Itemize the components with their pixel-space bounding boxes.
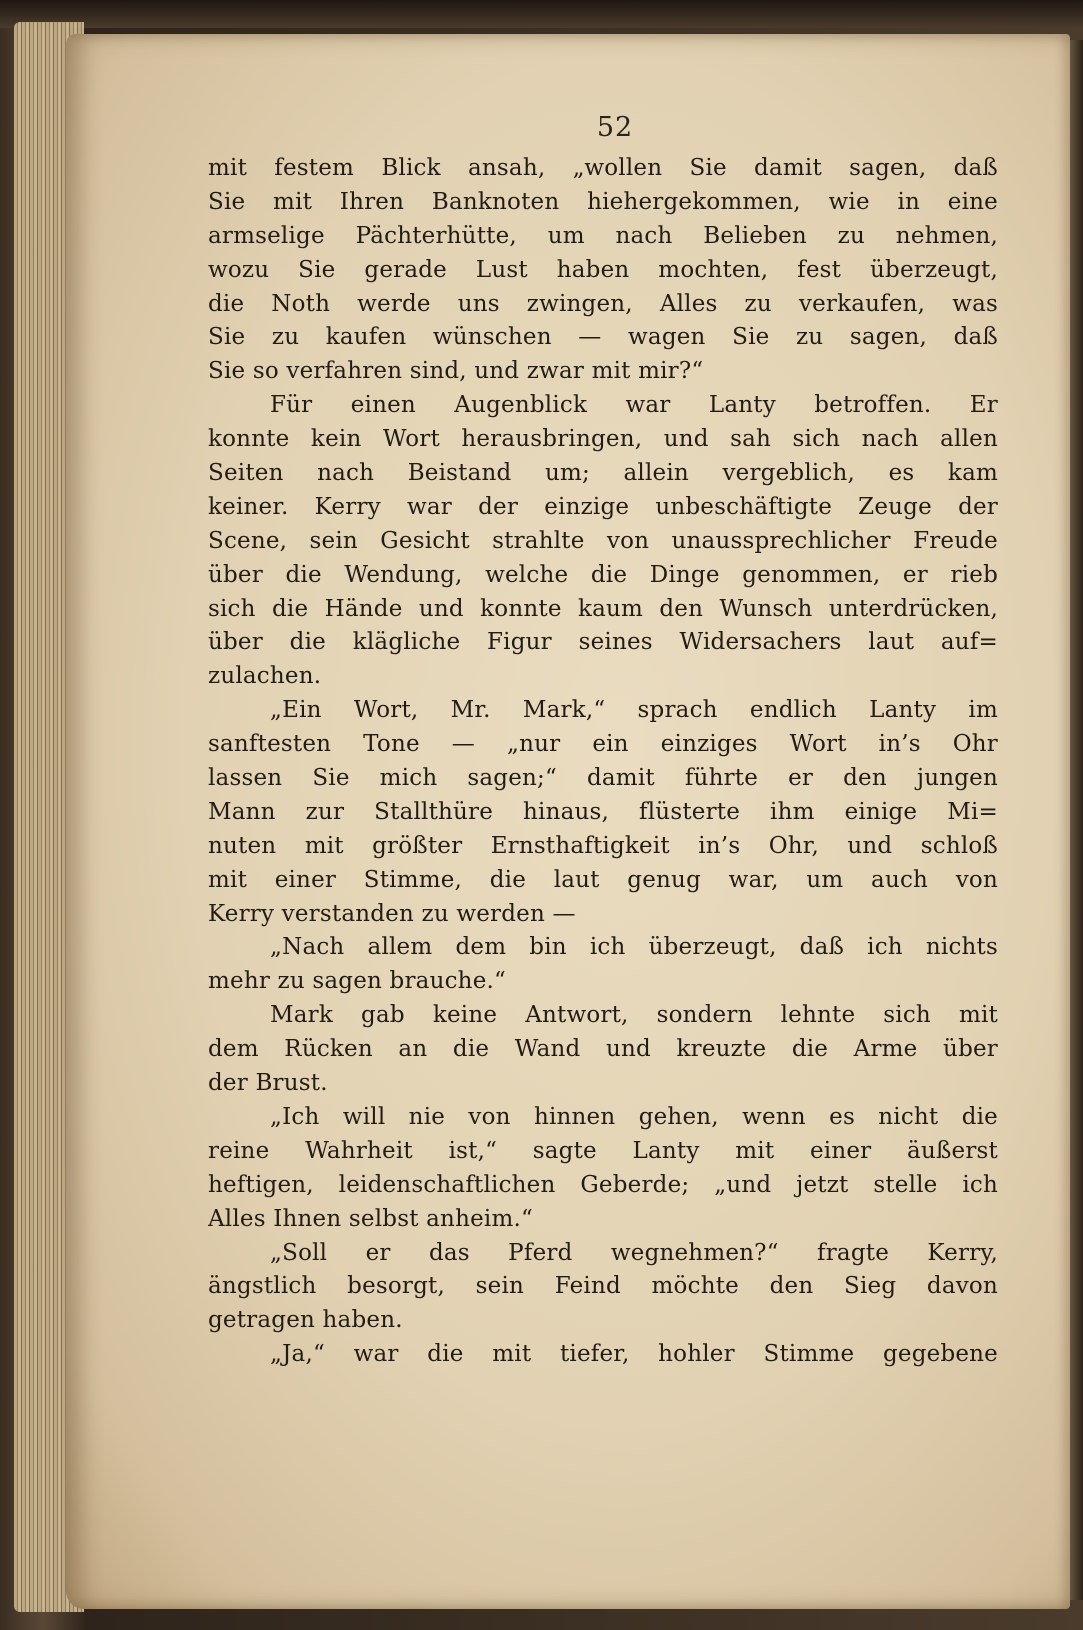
text-line: über die klägliche Figur seines Widersachers laut auf= — [208, 629, 998, 656]
body-text — [208, 152, 998, 1372]
text-line: konnte kein Wort herausbringen, und sah sich nach allen — [208, 426, 998, 453]
text-line: mehr zu sagen brauche.“ — [208, 968, 506, 995]
text-line: „Ich will nie von hinnen gehen, wenn es nicht die — [270, 1103, 998, 1130]
text-line: über die Wendung, welche die Dinge genommen, er rieb — [208, 561, 998, 588]
text-line: Mann zur Stallthüre hinaus, flüsterte ihm einige Mi= — [208, 798, 998, 825]
text-line: „Ja,“ war die mit tiefer, hohler Stimme gegebene — [270, 1341, 998, 1368]
text-line: lassen Sie mich sagen;“ damit führte er den jungen — [208, 765, 998, 792]
text-line: Scene, sein Gesicht strahlte von unaussprechlicher Freude — [208, 527, 998, 554]
text-line: Sie so verfahren sind, und zwar mit mir?“ — [208, 358, 704, 385]
text-line: „Soll er das Pferd wegnehmen?“ fragte Kerry, — [270, 1239, 998, 1266]
text-line: keiner. Kerry war der einzige unbeschäftigte Zeuge der — [208, 493, 998, 520]
text-line: „Ein Wort, Mr. Mark,“ sprach endlich Lanty im — [270, 697, 998, 724]
text-line: Sie zu kaufen wünschen — wagen Sie zu sagen, daß — [208, 324, 998, 351]
text-line: Mark gab keine Antwort, sondern lehnte sich mit — [270, 1002, 998, 1029]
text-line: mit festem Blick ansah, „wollen Sie damit sagen, daß — [208, 155, 998, 181]
text-line: ängstlich besorgt, sein Feind möchte den Sieg davon — [208, 1273, 998, 1300]
text-line: der Brust. — [208, 1070, 328, 1097]
text-line: nuten mit größter Ernsthaftigkeit in’s Ohr, und schloß — [208, 832, 998, 859]
text-line: getragen haben. — [208, 1307, 403, 1334]
text-line: mit einer Stimme, die laut genug war, um auch von — [208, 866, 998, 893]
text-line: zulachen. — [208, 663, 322, 690]
text-line: sanftesten Tone — „nur ein einziges Wort in’s Ohr — [208, 731, 998, 758]
text-line: armselige Pächterhütte, um nach Belieben zu nehmen, — [208, 222, 998, 249]
text-line: „Nach allem dem bin ich überzeugt, daß ich nichts — [270, 934, 998, 961]
text-line: Alles Ihnen selbst anheim.“ — [208, 1205, 533, 1232]
text-line: sich die Hände und konnte kaum den Wunsch unterdrücken, — [208, 595, 998, 622]
text-line: Sie mit Ihren Banknoten hiehergekommen, wie in eine — [208, 188, 998, 215]
text-line: reine Wahrheit ist,“ sagte Lanty mit einer äußerst — [208, 1137, 998, 1164]
text-line: Für einen Augenblick war Lanty betroffen. Er — [270, 392, 998, 419]
text-line: heftigen, leidenschaftlichen Geberde; „und jetzt stelle ich — [208, 1171, 998, 1198]
text-line: die Noth werde uns zwingen, Alles zu verkaufen, was — [208, 290, 998, 317]
text-line: Seiten nach Beistand um; allein vergeblich, es kam — [208, 460, 998, 487]
text-line: wozu Sie gerade Lust haben mochten, fest überzeugt, — [208, 256, 998, 283]
page-number: 52 — [596, 112, 634, 143]
book-right-edge — [1069, 40, 1083, 1600]
text-line: dem Rücken an die Wand und kreuzte die Arme über — [208, 1036, 998, 1063]
text-line: Kerry verstanden zu werden — — [208, 900, 576, 927]
book-top-edge — [0, 0, 1083, 28]
